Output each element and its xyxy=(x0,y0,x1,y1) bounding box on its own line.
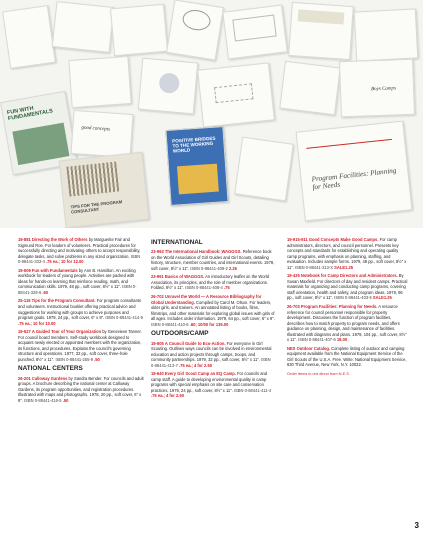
item-price: .75 ea.; 4 for 2.50 xyxy=(151,393,184,399)
catalog-entry xyxy=(18,237,144,265)
item-title: The International Handbook: WAGGGS. xyxy=(164,249,242,255)
item-description: by Sandra Bender. For councils and adult groups. A brochure describing the national center at Calloway Gardens, its program opportunities, and registration procedures. Illustrated with maps and photographs. 1978, 20 pp., soft cover, 6" x 9". xyxy=(18,375,144,403)
booklet-image xyxy=(52,1,114,53)
section-heading: INTERNATIONAL xyxy=(151,239,203,246)
booklet-image xyxy=(110,4,168,57)
positive-bridges-cover xyxy=(165,126,228,206)
item-isbn: ISBN 0-88441-411-4 xyxy=(233,387,272,393)
catalog-entry xyxy=(287,346,409,368)
item-title: A Council Guide to Eco-Action. xyxy=(164,340,226,346)
booklet-image xyxy=(279,61,340,115)
good-concepts-booklet xyxy=(71,110,134,158)
item-code: 19-505 xyxy=(151,340,164,346)
item-code: 26-201 xyxy=(18,375,31,381)
booklet-image xyxy=(166,0,224,61)
item-title: Calloway Gardens xyxy=(31,375,68,381)
item-title: A Guided Tour of Your Organization xyxy=(31,329,102,335)
catalog-entry xyxy=(18,298,144,326)
page-number: 3 xyxy=(414,521,419,530)
item-description: By Susan Maxfield. For directors of day and resident camps. Practical materials for organizing and conducting camp programs, covering staff orientation, health and safety, and program ideas. 1978, 96 pp., soft cover, 8½" x 11". xyxy=(287,273,408,301)
catalog-entry xyxy=(151,341,275,369)
item-description: For everyone in Girl Scouting. Outlines ways councils can be involved in environmental education and action projects through camps, troops, and community partnerships. 1979, 32 pp., soft cover, 8½" x 11". xyxy=(151,340,272,363)
catalog-entry xyxy=(287,237,409,270)
section-heading: NATIONAL CENTERS xyxy=(18,365,83,373)
item-description: For program consultants and volunteers. Instructional booklet offering practical advice and suggestions for working with groups to achieve purposes and program goals. 1979, 24 pp., soft cover, 6" x 9". xyxy=(18,298,142,321)
item-title: Outdoor Catalog. xyxy=(296,345,330,351)
item-isbn: ISBN 0-88441-413-7 xyxy=(151,357,271,368)
item-title: Every Girl Scout Camp an EQ Camp. xyxy=(164,371,236,377)
catalog-entry xyxy=(18,376,144,404)
publications-photo xyxy=(0,0,423,228)
item-title: Program Facilities: Planning for Needs. xyxy=(300,304,378,310)
item-description: by Genevieve Tanner. For council board members. Self-study workbook designed to acquaint newly elected or appointed members with the organization, its functions, and procedures. Explains the council's governing structure and operations. 1977, 32 pp., soft cover, three-hole punched, 8½" x 11". xyxy=(18,329,142,362)
item-description: For councils and camp staff. A guide to developing environmental quality in camp programs with special emphasis on site care and conservation practices. 1979, 24 pp., soft cover, 8½" x 11". xyxy=(151,371,268,393)
item-price: .50 xyxy=(94,356,100,362)
item-title: Tips for the Program Consultant. xyxy=(31,298,96,304)
item-price: SALE1.25 xyxy=(334,264,354,270)
column-1 xyxy=(18,237,144,406)
item-isbn: ISBN 0-88441-408-4 xyxy=(185,285,223,291)
catalog-entry xyxy=(18,329,144,362)
item-isbn: ISBN 0-88441-313-X xyxy=(294,264,333,270)
catalog-entry xyxy=(18,268,144,296)
item-code: 19-509 xyxy=(18,267,31,273)
booklet-image xyxy=(354,8,419,61)
catalog-entry xyxy=(151,294,275,327)
item-title: Notebook for Camp Directors and Administrators. xyxy=(300,273,398,279)
item-isbn: ISBN 0-88441-407-6 xyxy=(298,337,336,343)
booklet-image xyxy=(197,62,275,127)
item-price: .75 ea.; 10 for 10.00 xyxy=(18,320,56,326)
item-isbn: ISBN 0-88441-409-2 xyxy=(190,265,228,271)
item-code: 26-703 xyxy=(287,304,300,310)
item-title: Basics of WAGGGS. xyxy=(164,274,205,280)
item-isbn: ISBN 0-88441-255-9 xyxy=(55,356,93,362)
item-price: .75 xyxy=(223,285,230,291)
item-price: 18.00 xyxy=(336,337,348,343)
catalog-entry xyxy=(151,249,275,271)
item-isbn: ISBN 0-88441-403-5 xyxy=(334,295,372,301)
item-description: For camp administrators, directors, and council personnel. Presents key concepts and standards for establishing and operating quality camp programs, with emphasis on planning, staffing, and evaluation. Includes sample forms. 1979, 48 pp., soft cover, 8½" x 11". xyxy=(287,237,407,270)
catalog-entry xyxy=(287,273,409,301)
item-price: .60; 10/00 for 135.00 xyxy=(189,321,229,327)
section-heading: OUTDOORS/CAMP xyxy=(151,330,209,338)
item-isbn: ISBN 0-88441-416-5 xyxy=(24,397,62,403)
item-description: Complete listing of outdoor and camping equipment available from the National Equipment Service of the Girl Scouts of the U.S.A. Free. Write: National Equipment Service, 830 Third Avenue, New York, N.Y. 10022. xyxy=(287,345,407,368)
catalog-entry xyxy=(151,274,275,291)
item-description: by Marguerite Fair and Sigmund Roe. For leaders of volunteers. Practical procedures for successfully directing and motivating others to accept responsibility, delegate tasks, and solve problems in any sized organization. xyxy=(18,237,141,259)
booklet-image xyxy=(234,137,294,202)
item-title: Directing the Work of Others xyxy=(31,237,88,242)
booklet-image xyxy=(138,58,198,115)
item-title: Unravel the World — A Resource Bibliography for Global Understanding. xyxy=(151,294,262,305)
booklet-image xyxy=(288,2,354,60)
item-price: SALE1.25 xyxy=(372,295,392,301)
item-price: 2.25 xyxy=(228,265,237,271)
item-code: 19-425 xyxy=(287,273,300,279)
item-isbn: ISBN 0-88441-333-4 xyxy=(18,253,141,265)
item-code: 23-961 xyxy=(151,274,164,280)
item-price: .60 xyxy=(42,289,49,295)
item-code: 23-963 xyxy=(151,249,164,255)
item-description: A resource reference for council personnel responsible for property development. Discusses the function of program facilities, describes how to match property to program needs, and offers guidance on planning, design, and maintenance of facilities. Illustrated with diagrams and plans. 1979, 104 pp., soft cover, 8½" x 11". xyxy=(287,304,407,343)
booklet-title: good concepts xyxy=(81,125,111,133)
column-3 xyxy=(287,237,409,377)
booklet-image xyxy=(222,5,287,60)
item-isbn: ISBN 0-88441-329-6 xyxy=(18,284,137,295)
item-code: 19-527 xyxy=(18,329,31,335)
booklet-title: POSITIVE BRIDGES TO THE WORKING WORLD xyxy=(172,135,216,154)
item-description: An introductory leaflet on the World Association, its principles, and the role of member organizations. Folded, 8½" x 11". xyxy=(151,274,270,291)
catalog-entry xyxy=(151,371,275,399)
catalog-entry xyxy=(287,304,409,343)
item-title: Good Concepts Make Good Camps. xyxy=(308,237,379,242)
item-code: 19-640 xyxy=(151,371,164,377)
item-description: Reference book on the World Association of Girl Guides and Girl Scouts, detailing history, structure, member countries, and international events. 1978, soft cover, 8½" x 11". xyxy=(151,249,275,271)
item-price: .50 xyxy=(62,397,69,403)
program-facilities-cover xyxy=(296,121,413,222)
column-2 xyxy=(151,237,275,402)
booklet-title: TIPS FOR THE PROGRAM CONSULTANT xyxy=(70,199,123,215)
item-code: 26-702 xyxy=(151,294,164,300)
item-description: by Ann B. Hamilton. An exciting workbook for leaders of young people. Activities are packed with ideas for hands-on learning that reinforce reading, math, and communication skills. 1979, 48 pp., soft cover, 8½" x 11". xyxy=(18,267,136,290)
item-title: Fun with Fundamentals xyxy=(31,267,78,273)
booklet-image xyxy=(68,56,131,108)
order-note: Order items in red direct from N.E.S. xyxy=(287,371,350,377)
item-description: Compiled by Carol M. Olson. For leaders, older girls, and trainers. An annotated listing of books, films, filmstrips, and other materials for exploring global issues with girls of all ages. Includes order information. 1979, 64 pp., soft cover, 6" x 9". xyxy=(151,299,275,322)
tips-program-consultant-cover xyxy=(59,152,150,228)
item-price: .75 ea.; 4 for 2.50 xyxy=(179,362,212,368)
item-code: 25-115 xyxy=(18,298,31,304)
booklet-title: FUN WITH FUNDAMENTALS xyxy=(6,105,54,123)
booklet-title: Boys Camps xyxy=(370,86,397,93)
item-price: .75 ea.; 10 for 12.00 xyxy=(46,259,84,265)
booklet-image xyxy=(2,5,56,69)
booklet-title: Program Facilities: Planning for Needs xyxy=(311,166,397,192)
item-code: 19-881 xyxy=(18,237,31,242)
item-isbn: ISBN 0-88441-410-6 xyxy=(151,321,189,327)
boys-camps-booklet xyxy=(339,59,415,118)
item-isbn: ISBN 0-88441-414-9 xyxy=(105,315,143,321)
item-code: 19-915-911 xyxy=(287,237,308,242)
item-code: NES xyxy=(287,345,296,351)
